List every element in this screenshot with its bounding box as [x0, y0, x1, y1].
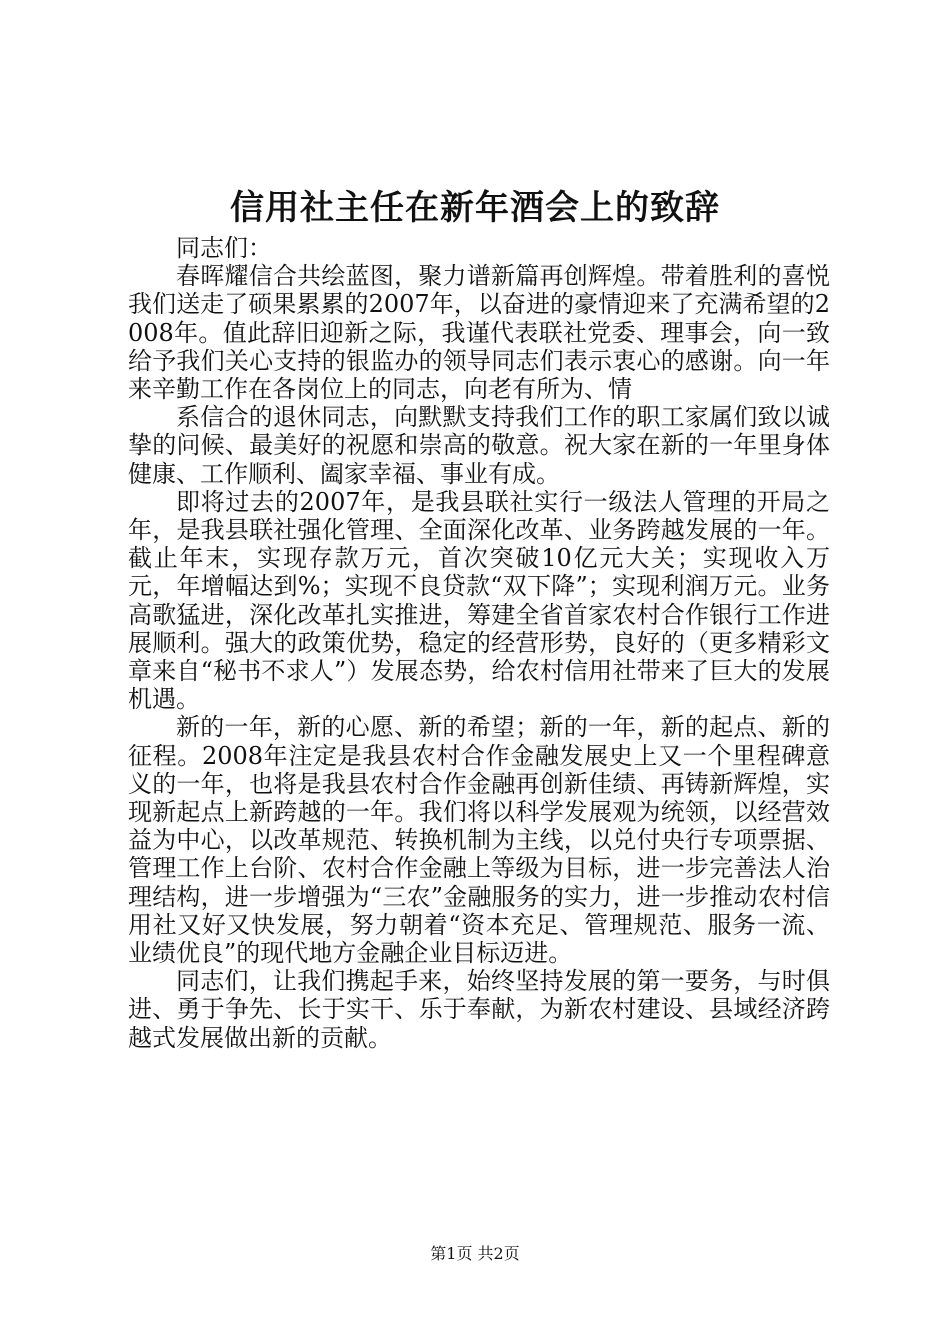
paragraph-5: 同志们，让我们携起手来，始终坚持发展的第一要务，与时俱进、勇于争先、长于实干、乐于奉献，为新农村建设、县域经济跨越式发展做出新的贡献。	[128, 967, 830, 1052]
page-number-footer: 第1页 共2页	[430, 1244, 520, 1263]
paragraph-4: 新的一年，新的心愿、新的希望；新的一年，新的起点、新的征程。2008年注定是我县农村合作金融发展史上又一个里程碑意义的一年，也将是我县农村合作金融再创新佳绩、再铸新辉煌，实现新起点上新跨越的一年。我们将以科学发展观为统领，以经营效益为中心，以改革规范、转换机制为主线，以兑付央行专项票据、管理工作上台阶、农村合作金融上等级为目标，进一步完善法人治理结构，进一步增强为“三农”金融服务的实力，进一步推动农村信用社又好又快发展，努力朝着“资本充足、管理规范、服务一流、业绩优良”的现代地方金融企业目标迈进。	[128, 713, 830, 968]
paragraph-3: 即将过去的2007年，是我县联社实行一级法人管理的开局之年，是我县联社强化管理、全面深化改革、业务跨越发展的一年。截止年末，实现存款万元，首次突破10亿元大关；实现收入万元，年增幅达到%；实现不良贷款“双下降”；实现利润万元。业务高歌猛进，深化改革扎实推进，筹建全省首家农村合作银行工作进展顺利。强大的政策优势，稳定的经营形势，良好的（更多精彩文章来自“秘书不求人”）发展态势，给农村信用社带来了巨大的发展机遇。	[128, 487, 830, 714]
document-title: 信用社主任在新年酒会上的致辞	[230, 188, 720, 228]
document-body	[128, 234, 830, 1052]
paragraph-2: 系信合的退休同志，向默默支持我们工作的职工家属们致以诚挚的问候、最美好的祝愿和崇高的敬意。祝大家在新的一年里身体健康、工作顺利、阖家幸福、事业有成。	[128, 403, 830, 488]
paragraph-1: 春晖耀信合共绘蓝图，聚力谱新篇再创辉煌。带着胜利的喜悦我们送走了硕果累累的2007年，以奋进的豪情迎来了充满希望的2008年。值此辞旧迎新之际，我谨代表联社党委、理事会，向一致给予我们关心支持的银监办的领导同志们表示衷心的感谢。向一年来辛勤工作在各岗位上的同志，向老有所为、情	[128, 262, 830, 404]
greeting: 同志们：	[176, 234, 272, 262]
